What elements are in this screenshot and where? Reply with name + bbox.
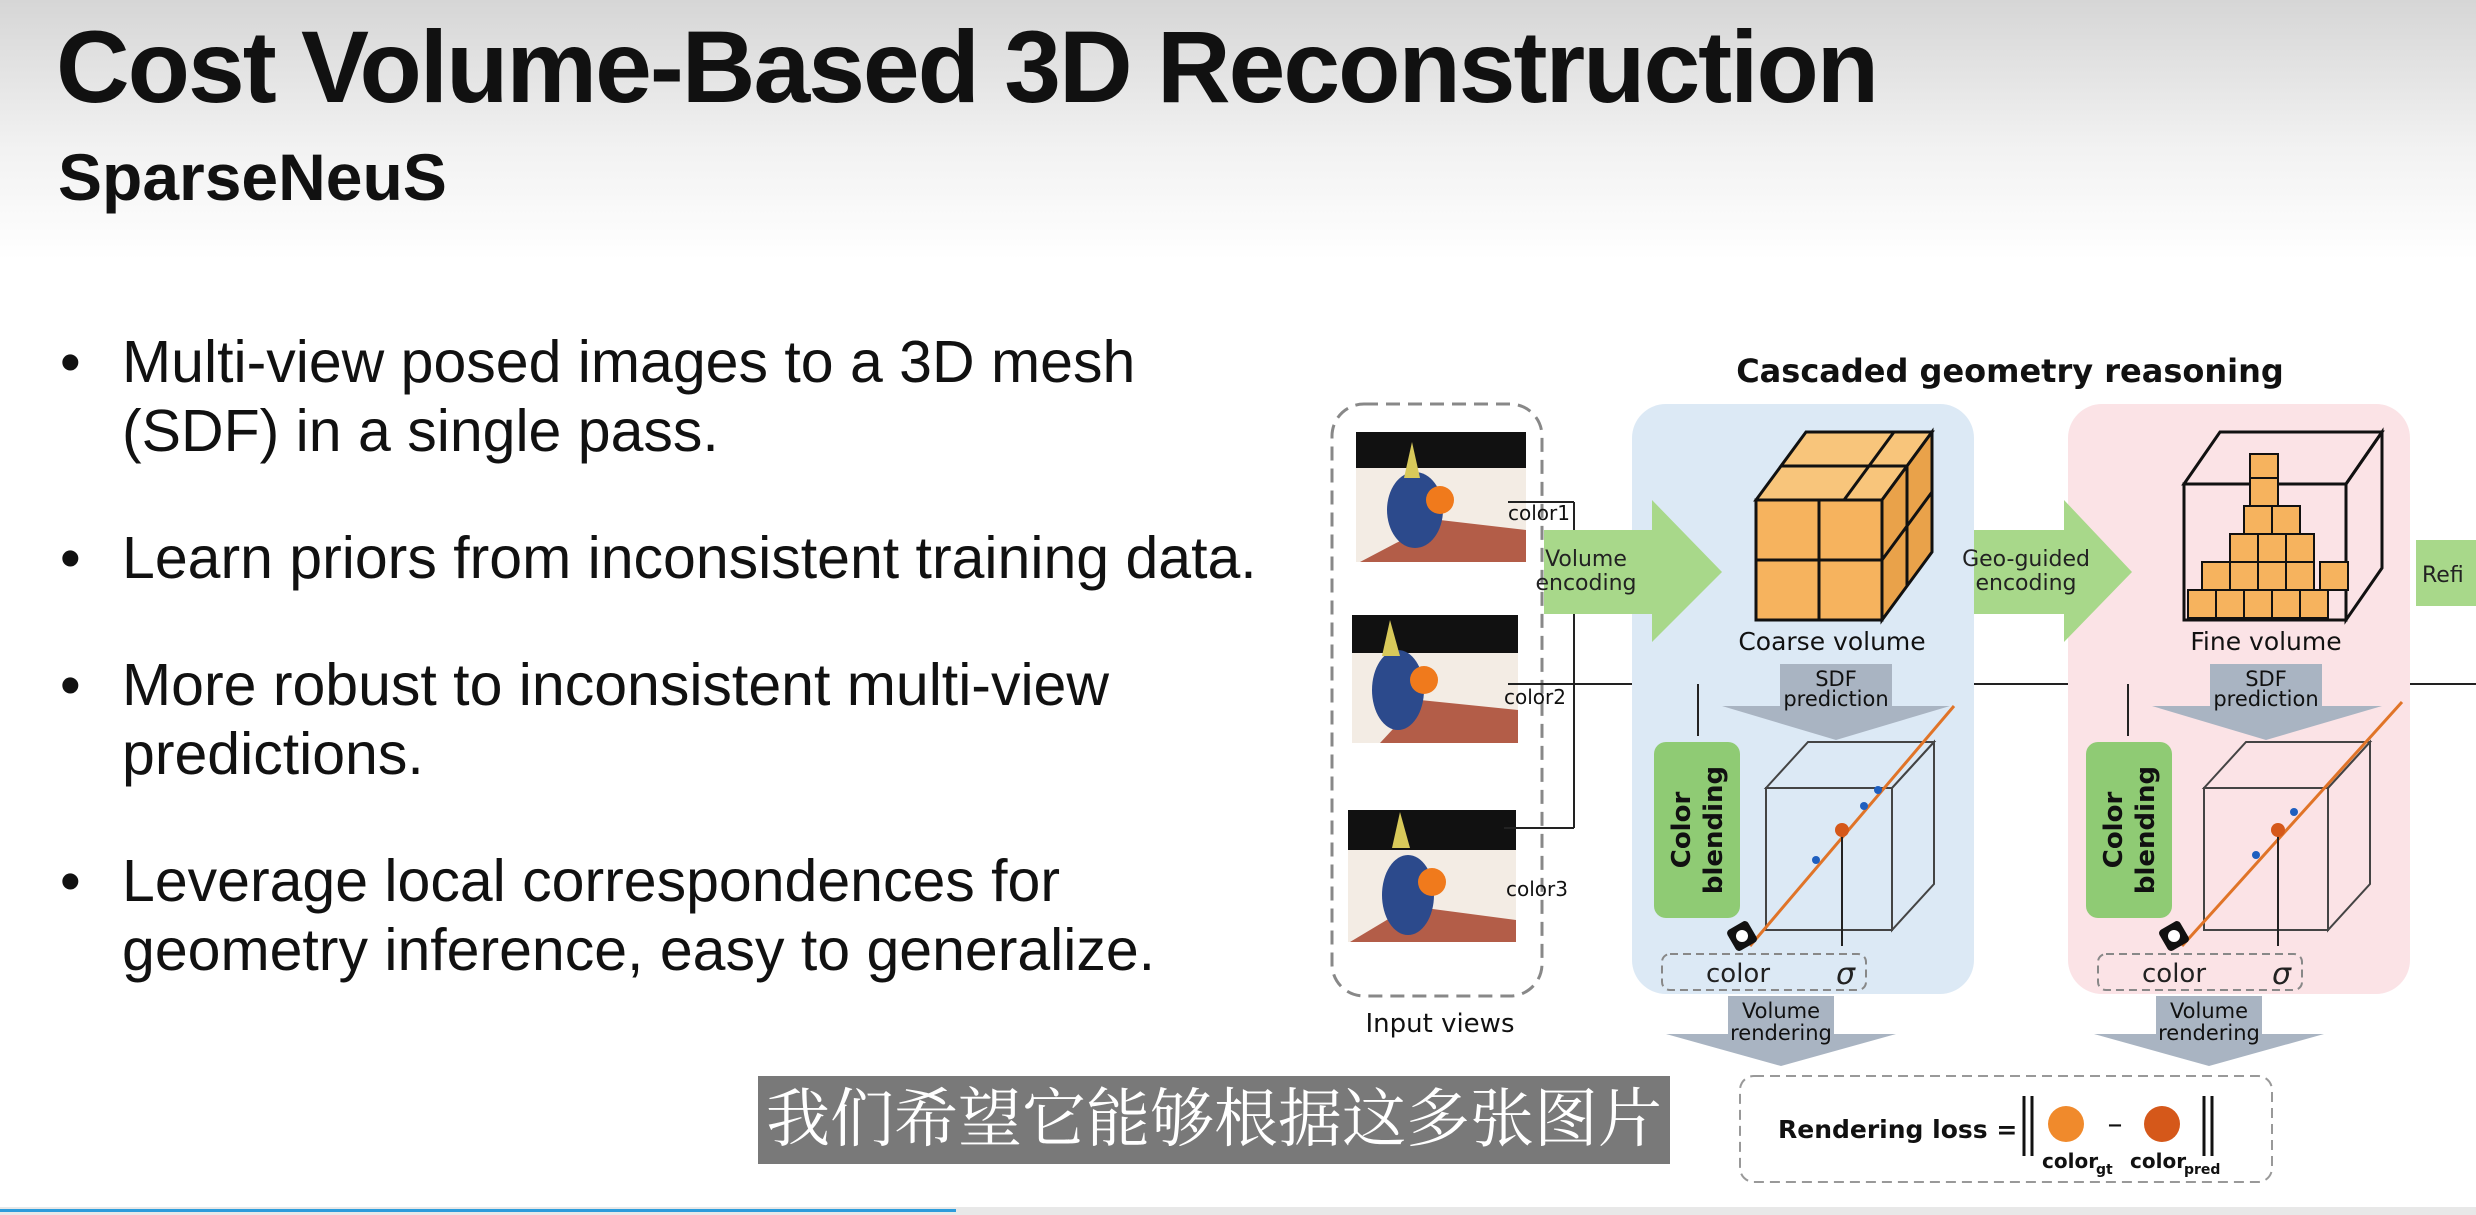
- color-blending-label: Color: [2099, 791, 2129, 869]
- sigma-label: σ: [1836, 957, 1856, 992]
- color-gt-subscript: gt: [2096, 1162, 2113, 1178]
- slide-title: Cost Volume-Based 3D Reconstruction: [56, 10, 1878, 124]
- sample-point: [2271, 823, 2285, 837]
- volume-encoding-label: Volume: [1545, 547, 1627, 572]
- sample-point: [1860, 802, 1868, 810]
- refine-label: Refi: [2422, 563, 2464, 588]
- color3-label: color3: [1506, 877, 1568, 901]
- color-output-label: color: [1706, 959, 1771, 989]
- bullet-item: • Multi-view posed images to a 3D mesh (SDF) in a single pass.: [56, 328, 1296, 466]
- color-blending-label: blending: [2131, 765, 2161, 895]
- coarse-volume-label: Coarse volume: [1738, 627, 1926, 656]
- color2-label: color2: [1504, 685, 1566, 709]
- rendering-loss-label: Rendering loss =: [1778, 1115, 2018, 1144]
- geo-guided-label: encoding: [1975, 571, 2077, 596]
- volume-encoding-label: encoding: [1535, 571, 1637, 596]
- input-view-3: [1348, 810, 1516, 942]
- video-caption: 我们希望它能够根据这多张图片: [758, 1076, 1670, 1164]
- video-progress-bar[interactable]: [0, 1207, 2476, 1215]
- geo-guided-label: Geo-guided: [1962, 547, 2090, 572]
- sample-point: [1835, 823, 1849, 837]
- sample-point: [2252, 851, 2260, 859]
- color-output-label: color: [2142, 959, 2207, 989]
- sdf-prediction-label: prediction: [1783, 687, 1889, 711]
- color-gt-label: color: [2042, 1149, 2099, 1173]
- bullet-item: • Leverage local correspondences for geometry inference, easy to generalize.: [56, 847, 1296, 985]
- color-pred-label: color: [2130, 1149, 2187, 1173]
- volume-rendering-label: rendering: [2158, 1021, 2260, 1045]
- diagram-heading: Cascaded geometry reasoning: [1736, 352, 2284, 390]
- volume-rendering-label: Volume: [1741, 999, 1821, 1023]
- bullet-list: [56, 328, 1296, 1043]
- bullet-item: • More robust to inconsistent multi-view predictions.: [56, 651, 1296, 789]
- sdf-prediction-label: SDF: [2245, 667, 2287, 691]
- input-view-1: [1356, 432, 1526, 562]
- video-progress-fill: [0, 1209, 956, 1212]
- sample-point: [1812, 856, 1820, 864]
- input-view-2: [1352, 615, 1518, 743]
- bullet-item: • Learn priors from inconsistent training data.: [56, 524, 1296, 593]
- volume-rendering-label: rendering: [1730, 1021, 1832, 1045]
- color-blending-label: blending: [1699, 765, 1729, 895]
- sdf-prediction-label: SDF: [1815, 667, 1857, 691]
- color-pred-dot: [2144, 1106, 2180, 1142]
- volume-rendering-label: Volume: [2169, 999, 2249, 1023]
- sample-point: [1874, 786, 1882, 794]
- color-pred-subscript: pred: [2184, 1162, 2221, 1178]
- sdf-prediction-label: prediction: [2213, 687, 2319, 711]
- sample-point: [2290, 808, 2298, 816]
- sigma-label: σ: [2272, 957, 2292, 992]
- color1-label: color1: [1508, 501, 1570, 525]
- sparseneus-pipeline-diagram: [1320, 350, 2476, 1190]
- minus-sign: –: [2107, 1107, 2123, 1142]
- color-blending-label: Color: [1667, 791, 1697, 869]
- color-gt-dot: [2048, 1106, 2084, 1142]
- input-views-label: Input views: [1365, 1009, 1515, 1039]
- fine-volume-label: Fine volume: [2190, 627, 2342, 656]
- slide-subtitle: SparseNeuS: [58, 140, 447, 214]
